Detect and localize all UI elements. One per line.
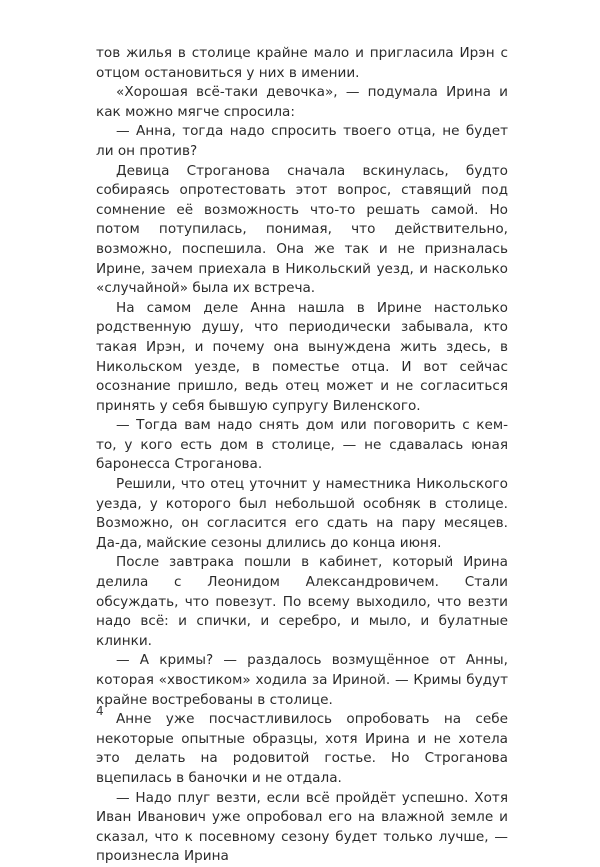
page-number: 4 (96, 704, 104, 718)
paragraph-11: — Надо плуг везти, если всё пройдёт успешно. Хотя Иван Иванович уже опробовал его на влажной земле и сказал, что к посевному сезону будет только лучше, — произнесла Ирина (96, 789, 508, 865)
paragraph-9: — А кримы? — раздалось возмущённое от Анны, которая «хвостиком» ходила за Ириной. — Кримы будут крайне востребованы в столице. (96, 652, 508, 708)
paragraph-8: После завтрака пошли в кабинет, который Ирина делила с Леонидом Александровичем. Стали обсуждать, что повезут. По всему выходило, что везти надо всё: и спички, и серебро, и мыло, и булатные клинки. (96, 554, 508, 649)
paragraph-4: Девица Строганова сначала вскинулась, будто собираясь опротестовать этот вопрос, ставящий под сомнение её возможность что-то решать самой. Но потом потупилась, понимая, что действительно, возможно, поспешила. Она же так и не призналась Ирине, зачем приехала в Никольский уезд, и насколько «случайной» была их встреча. (96, 162, 508, 297)
paragraph-3: — Анна, тогда надо спросить твоего отца, не будет ли он против? (96, 123, 508, 159)
page-body (96, 44, 508, 867)
paragraph-2: «Хорошая всё-таки девочка», — подумала Ирина и как можно мягче спросила: (96, 84, 508, 120)
paragraph-7: Решили, что отец уточнит у наместника Никольского уезда, у которого был небольшой особняк в столице. Возможно, он согласится его сдать на пару месяцев. Да-да, майские сезоны длились до конца июня. (96, 476, 508, 551)
paragraph-6: — Тогда вам надо снять дом или поговорить с кем-то, у кого есть дом в столице, — не сдавалась юная баронесса Строганова. (96, 417, 508, 473)
paragraph-1: тов жилья в столице крайне мало и пригласила Ирэн с отцом остановиться у них в имении. (96, 45, 508, 81)
paragraph-5: На самом деле Анна нашла в Ирине настолько родственную душу, что периодически забывала, кто такая Ирэн, и почему она вынуждена жить здесь, в Никольском уезде, в поместье отца. И вот сейчас осознание пришло, ведь отец может и не согласиться принять у себя бывшую супругу Виленского. (96, 299, 508, 414)
paragraph-10: Анне уже посчастливилось опробовать на себе некоторые опытные образцы, хотя Ирина и не хотела это делать на родовитой гостье. Но Строганова вцепилась в баночки и не отдала. (96, 711, 508, 786)
